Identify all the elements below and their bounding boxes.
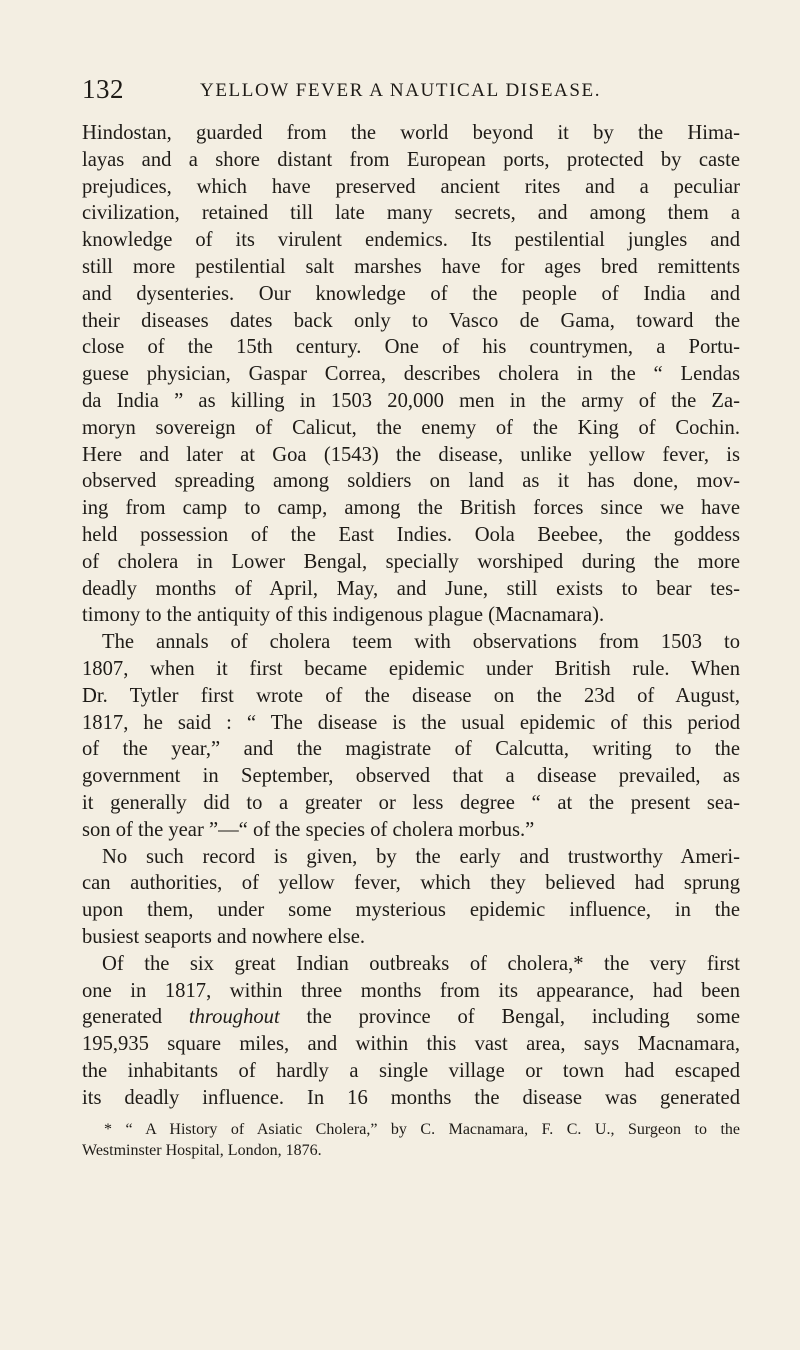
text-line: its deadly influence. In 16 months the disease was generated bbox=[82, 1086, 740, 1109]
text-line: their diseases dates back only to Vasco de Gama, toward the bbox=[82, 309, 740, 332]
text-line: one in 1817, within three months from its appearance, had been bbox=[82, 979, 740, 1002]
text-line: it generally did to a greater or less degree “ at the present sea- bbox=[82, 791, 740, 814]
text-line: Of the six great Indian outbreaks of cholera,* the very first bbox=[102, 952, 740, 975]
text-line: of the year,” and the magistrate of Calcutta, writing to the bbox=[82, 738, 740, 761]
text-line: 195,935 square miles, and within this vast area, says Macnamara, bbox=[82, 1033, 740, 1056]
text-line: moryn sovereign of Calicut, the enemy of the King of Cochin. bbox=[82, 416, 740, 439]
text-line: son of the year ”—“ of the species of cholera morbus.” bbox=[82, 818, 535, 841]
text-line: close of the 15th century. One of his countrymen, a Portu- bbox=[82, 336, 740, 359]
text-line: Hindostan, guarded from the world beyond it by the Hima- bbox=[82, 122, 740, 144]
text-line: layas and a shore distant from European ports, protected by caste bbox=[82, 148, 740, 171]
page-number: 132 bbox=[82, 74, 124, 104]
text-line: Dr. Tytler first wrote of the disease on the 23d of August, bbox=[82, 684, 740, 707]
text-line: busiest seaports and nowhere else. bbox=[82, 925, 366, 948]
text-line: timony to the antiquity of this indigenous plague (Macnamara). bbox=[82, 604, 605, 627]
text-line: No such record is given, by the early and trustworthy Ameri- bbox=[102, 845, 740, 868]
text-line: ing from camp to camp, among the British forces since we have bbox=[82, 497, 740, 520]
footnote-line: * “ A History of Asiatic Cholera,” by C. Macnamara, F. C. U., Surgeon to the bbox=[104, 1121, 740, 1139]
text-line: The annals of cholera teem with observations from 1503 to bbox=[102, 631, 740, 654]
text-line: and dysenteries. Our knowledge of the people of India and bbox=[82, 282, 740, 305]
text-fragment: generated bbox=[82, 1006, 189, 1029]
text-line: civilization, retained till late many secrets, and among them a bbox=[82, 202, 740, 225]
text-line bbox=[82, 1004, 740, 1031]
page-header bbox=[82, 70, 740, 120]
running-head: YELLOW FEVER A NAUTICAL DISEASE. bbox=[200, 80, 602, 101]
footnote-line: Westminster Hospital, London, 1876. bbox=[82, 1142, 322, 1160]
text-line: still more pestilential salt marshes have for ages bred remittents bbox=[82, 255, 740, 278]
text-line: the inhabitants of hardly a single village or town had escaped bbox=[82, 1059, 740, 1082]
text-line: held possession of the East Indies. Oola Beebee, the goddess bbox=[82, 523, 740, 546]
text-line: knowledge of its virulent endemics. Its pestilential jungles and bbox=[82, 229, 740, 252]
text-line: observed spreading among soldiers on land as it has done, mov- bbox=[82, 470, 740, 493]
text-line: 1817, he said : “ The disease is the usual epidemic of this period bbox=[82, 711, 740, 734]
text-line: deadly months of April, May, and June, still exists to bear tes- bbox=[82, 577, 740, 600]
text-line: da India ” as killing in 1503 20,000 men in the army of the Za- bbox=[82, 389, 740, 412]
text-line: government in September, observed that a disease prevailed, as bbox=[82, 765, 740, 788]
text-line: upon them, under some mysterious epidemic influence, in the bbox=[82, 899, 740, 922]
text-line: prejudices, which have preserved ancient rites and a peculiar bbox=[82, 175, 740, 198]
text-line: can authorities, of yellow fever, which they believed had sprung bbox=[82, 872, 740, 895]
footnote bbox=[82, 1119, 740, 1161]
text-line: guese physician, Gaspar Correa, describes cholera in the “ Lendas bbox=[82, 363, 740, 386]
text-line: Here and later at Goa (1543) the disease, unlike yellow fever, is bbox=[82, 443, 740, 466]
body-text bbox=[82, 120, 740, 1111]
text-line: of cholera in Lower Bengal, specially worshiped during the more bbox=[82, 550, 740, 573]
book-page bbox=[82, 70, 740, 1161]
text-fragment: the province of Bengal, including some bbox=[279, 1006, 740, 1029]
emphasized-word: throughout bbox=[188, 1006, 280, 1029]
text-line: 1807, when it first became epidemic under British rule. When bbox=[82, 657, 740, 680]
